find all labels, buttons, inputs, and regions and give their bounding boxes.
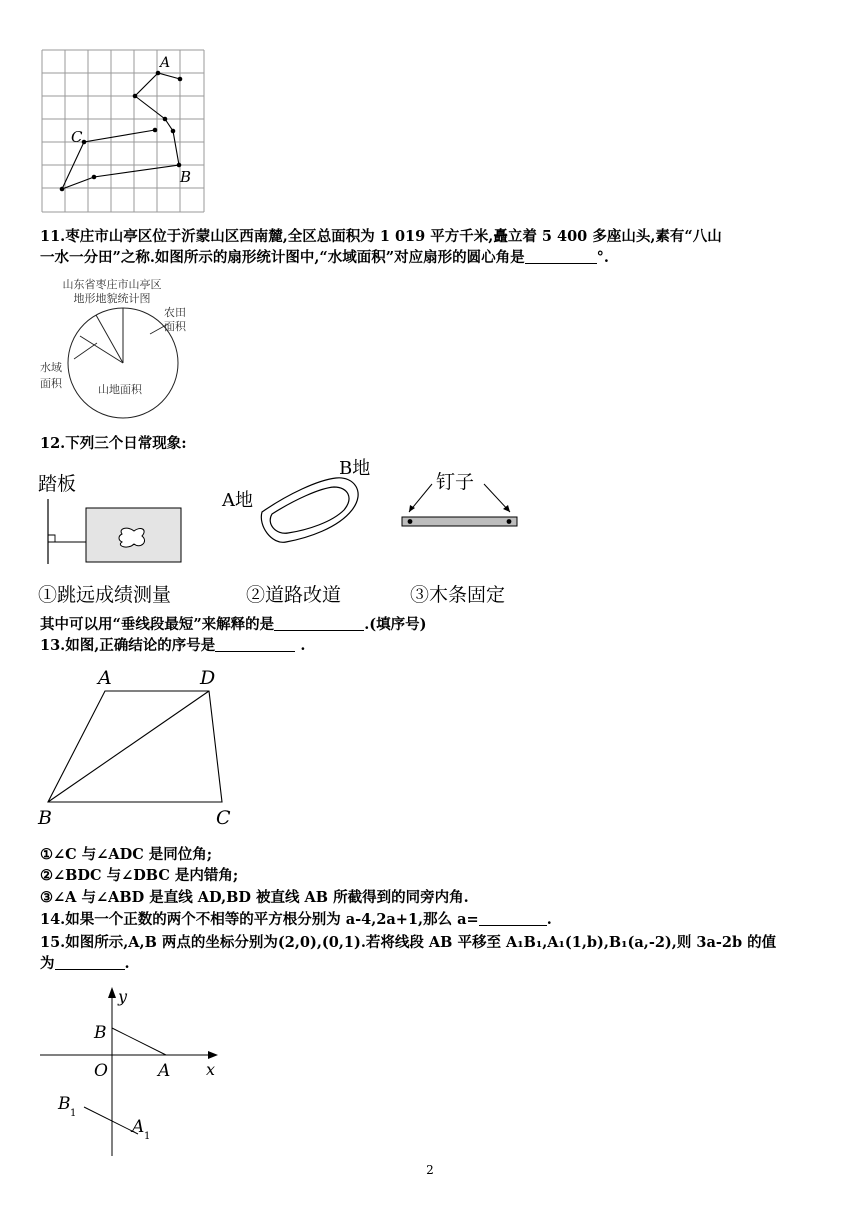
- nail-label: 钉子: [436, 471, 475, 493]
- point-label-o: O: [94, 1061, 108, 1081]
- point-label-b: B: [94, 1023, 107, 1043]
- point-label-a1-sub: 1: [144, 1131, 151, 1142]
- q11-answer-blank[interactable]: [525, 248, 597, 264]
- caption-long-jump: ①跳远成绩测量: [38, 584, 172, 606]
- q12-answer-blank[interactable]: [274, 615, 364, 631]
- q13-statement-2: ②∠BDC 与∠DBC 是内错角;: [40, 867, 239, 884]
- daily-phenomena-figure: [36, 456, 536, 608]
- pie-label-farm-1: 农田: [164, 306, 186, 319]
- pedal-label: 踏板: [38, 473, 77, 495]
- quad-label-d: D: [200, 667, 216, 689]
- q15-answer-blank[interactable]: [55, 954, 125, 970]
- q15-line1: 15.如图所示,A,B 两点的坐标分别为(2,0),(0,1).若将线段 AB 平移至 A₁B₁,A₁(1,b),B₁(a,-2),则 3a-2b 的值: [40, 934, 777, 951]
- caption-road: ②道路改道: [246, 584, 342, 606]
- question-13: 13.如图,正确结论的序号是 .: [40, 637, 306, 654]
- caption-wood-strip: ③木条固定: [410, 584, 506, 606]
- pie-chart-figure: [36, 276, 206, 422]
- question-11: [40, 226, 830, 268]
- page-number: 2: [426, 1163, 434, 1177]
- pie-label-farm-2: 面积: [164, 320, 186, 333]
- pie-label-water-2: 面积: [40, 377, 62, 390]
- q14-answer-blank[interactable]: [479, 910, 547, 926]
- question-12-answer: 其中可以用“垂线段最短”来解释的是 .(填序号): [40, 616, 427, 633]
- question-15: [40, 932, 830, 974]
- grid-label-b: B: [180, 168, 192, 186]
- q11-line1: 11.枣庄市山亭区位于沂蒙山区西南麓,全区总面积为 1 019 平方千米,矗立着 5 400 多座山头,素有“八山: [40, 228, 722, 245]
- quadrilateral-figure: [36, 664, 246, 832]
- quad-label-c: C: [216, 807, 231, 829]
- grid-label-a: A: [160, 55, 171, 71]
- q11-line2: 一水一分田”之称.如图所示的扇形统计图中,“水域面积”对应扇形的圆心角是 °.: [40, 249, 609, 266]
- pie-title-line2: 地形地貌统计图: [73, 292, 151, 305]
- point-label-b1: B: [58, 1094, 71, 1114]
- place-a-label: A地: [222, 490, 253, 511]
- grid-label-c: C: [71, 128, 83, 146]
- pie-label-mountain: 山地面积: [98, 383, 142, 396]
- point-label-a1: A: [132, 1117, 145, 1137]
- question-14: 14.如果一个正数的两个不相等的平方根分别为 a-4,2a+1,那么 a= .: [40, 911, 552, 928]
- q13-statement-3: ③∠A 与∠ABD 是直线 AD,BD 被直线 AB 所截得到的同旁内角.: [40, 889, 469, 906]
- point-label-a: A: [158, 1061, 171, 1081]
- quad-label-b: B: [38, 807, 52, 829]
- axis-label-y: y: [118, 987, 128, 1006]
- pie-title-line1: 山东省枣庄市山亭区: [62, 278, 162, 291]
- q13-answer-blank[interactable]: [215, 636, 295, 652]
- axis-label-x: x: [206, 1060, 216, 1079]
- pie-label-water-1: 水域: [40, 361, 62, 374]
- point-label-b1-sub: 1: [70, 1108, 77, 1119]
- coordinate-figure: [36, 984, 236, 1160]
- grid-figure: [40, 48, 206, 216]
- question-12-text: 12.下列三个日常现象:: [40, 435, 187, 452]
- q15-line2: 为 .: [40, 955, 130, 972]
- quad-label-a: A: [98, 667, 112, 689]
- q13-statement-1: ①∠C 与∠ADC 是同位角;: [40, 846, 213, 863]
- place-b-label: B地: [339, 458, 371, 479]
